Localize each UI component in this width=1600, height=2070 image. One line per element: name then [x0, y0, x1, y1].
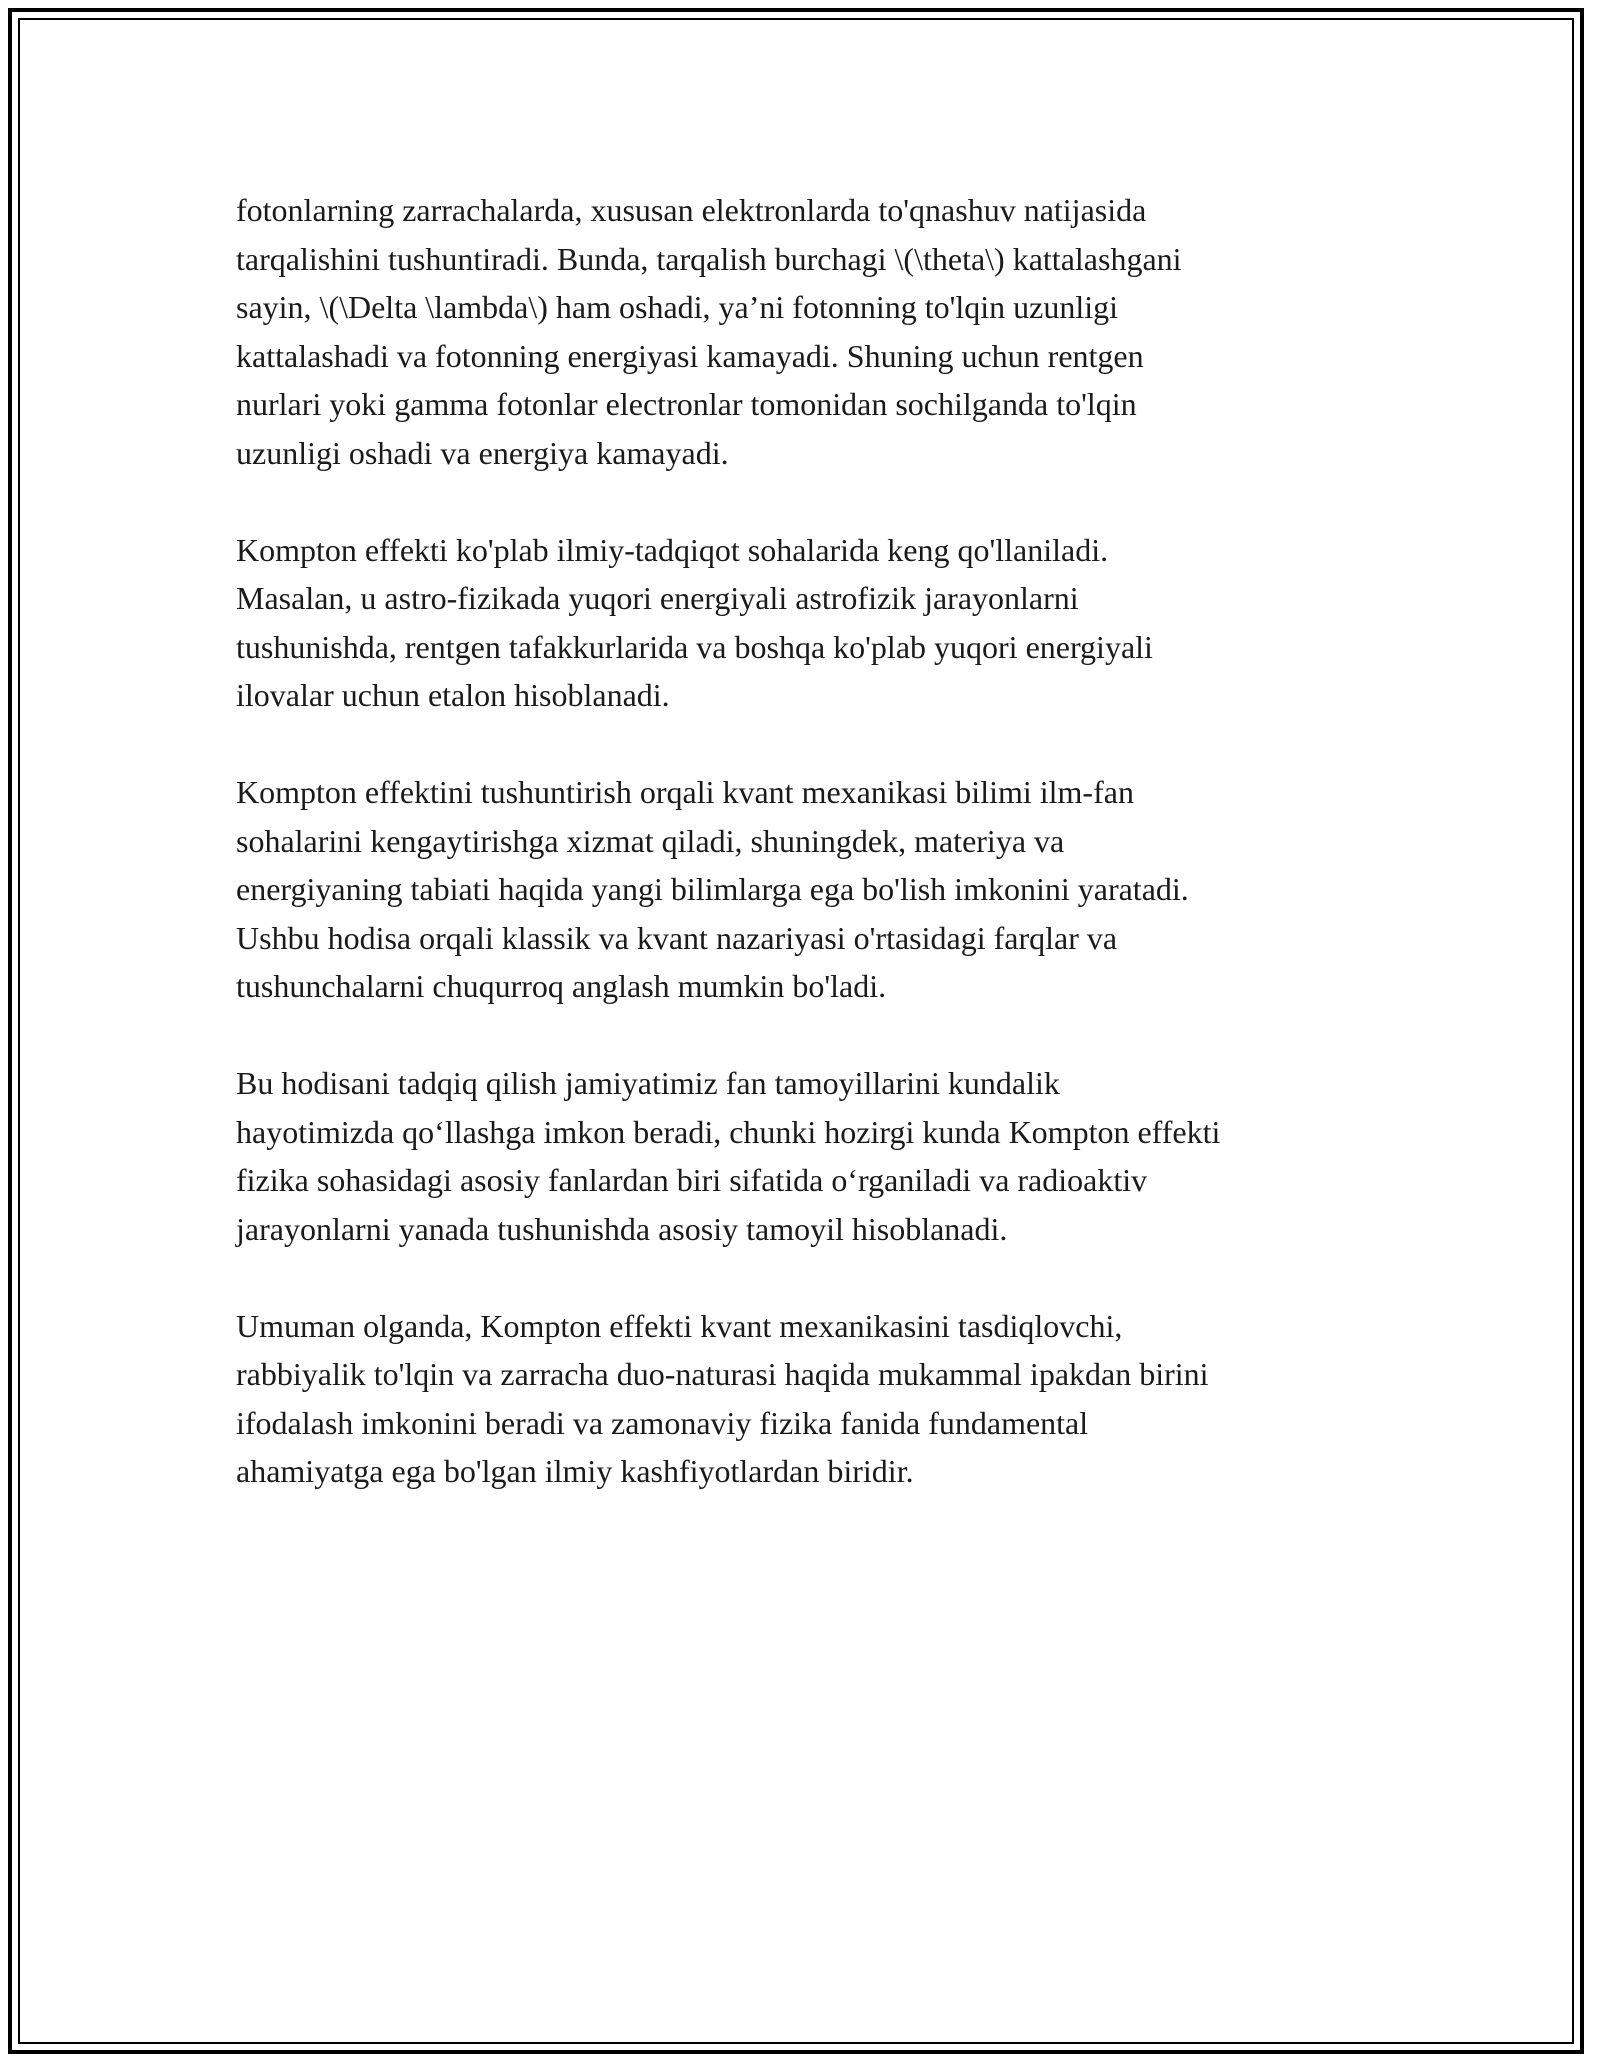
paragraph-compton-scattering: fotonlarning zarrachalarda, xususan elektronlarda to'qnashuv natijasida tarqalishini tushuntiradi. Bunda, tarqalish burchagi \(\theta\) kattalashgani sayin, \(\Delta \lambda\) ham oshadi, ya’ni fotonning to'lqin uzunligi kattalashadi va fotonning energiyasi kamayadi. Shuning uchun rentgen nurlari yoki gamma fotonlar electronlar tomonidan sochilganda to'lqin uzunligi oshadi va energiya kamayadi.	[236, 192, 1182, 471]
paragraph-applications: Kompton effekti ko'plab ilmiy-tadqiqot sohalarida keng qo'llaniladi. Masalan, u astro-fizikada yuqori energiyali astrofizik jarayonlarni tushunishda, rentgen tafakkurlarida va boshqa ko'plab yuqori energiyali ilovalar uchun etalon hisoblanadi.	[236, 531, 1153, 713]
paragraph-conclusion: Umuman olganda, Kompton effekti kvant mexanikasini tasdiqlovchi, rabbiyalik to'lqin va zarracha duo-naturasi haqida mukammal ipakdan birini ifodalash imkonini beradi va zamonaviy fizika fanida fundamental ahamiyatga ega bo'lgan ilmiy kashfiyotlardan biridir.	[236, 1307, 1209, 1489]
paragraph-quantum-mechanics: Kompton effektini tushuntirish orqali kvant mexanikasi bilimi ilm-fan sohalarini kengaytirishga xizmat qiladi, shuningdek, materiya va energiyaning tabiati haqida yangi bilimlarga ega bo'lish imkonini yaratadi. Ushbu hodisa orqali klassik va kvant nazariyasi o'rtasidagi farqlar va tushunchalarni chuqurroq anglash mumkin bo'ladi.	[236, 774, 1189, 1004]
document-body	[236, 186, 1386, 1544]
paragraph-society: Bu hodisani tadqiq qilish jamiyatimiz fan tamoyillarini kundalik hayotimizda qo‘llashga imkon beradi, chunki hozirgi kunda Kompton effekti fizika sohasidagi asosiy fanlardan biri sifatida o‘rganiladi va radioaktiv jarayonlarni yanada tushunishda asosiy tamoyil hisoblanadi.	[236, 1065, 1221, 1247]
